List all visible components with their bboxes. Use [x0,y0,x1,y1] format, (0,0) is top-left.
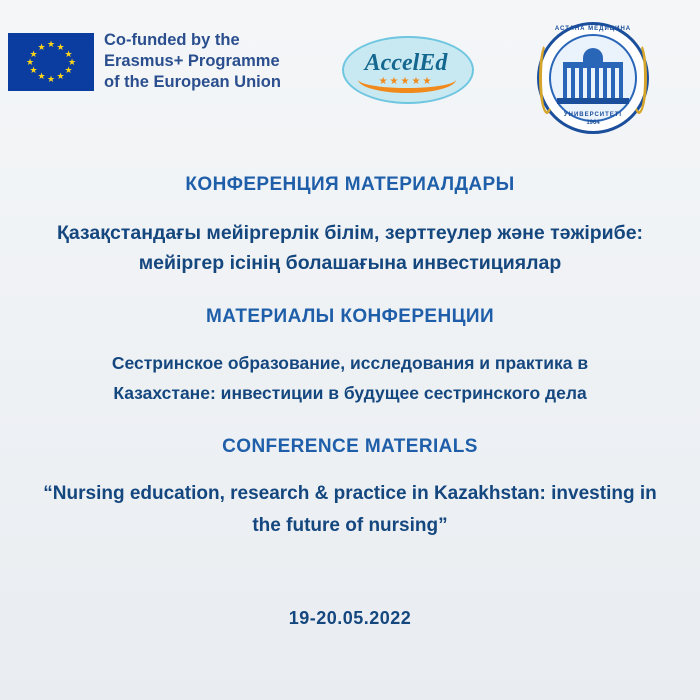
seal-bottom-text: УНИВЕРСИТЕТІ [563,112,623,118]
eu-flag-icon: ★ ★ ★ ★ ★ ★ ★ ★ ★ ★ ★ ★ [8,33,94,91]
russian-title [18,348,682,408]
logo-strip [0,0,700,140]
seal-dome-icon [583,48,603,64]
eu-logo-text-line3: of the European Union [104,73,281,91]
seal-wreath-left-icon [539,42,555,114]
english-title-line2: the future of nursing” [252,515,448,536]
russian-heading: МАТЕРИАЛЫ КОНФЕРЕНЦИИ [205,306,495,327]
eu-logo-text-line1: Co-funded by the [104,31,240,49]
acceled-wordmark: AccelEd [364,50,448,76]
seal-columns-icon [567,68,619,98]
kazakh-title [18,218,682,278]
document-content [0,174,700,629]
seal-wreath-right-icon [631,42,647,114]
seal-steps-icon [557,98,629,104]
university-seal [531,20,655,136]
conference-date: 19-20.05.2022 [288,608,412,628]
english-title [18,478,682,542]
kazakh-title-line1: Қазақстандағы мейіргерлік білім, зерттеулер және тәжірибе: [56,222,644,244]
kazakh-title-line2: мейіргер ісінің болашағына инвестициялар [138,252,562,274]
seal-year: 1964 [586,120,600,126]
acceled-stars-icon: ★★★★★ [378,76,434,87]
english-heading: CONFERENCE MATERIALS [222,436,478,457]
acceled-logo [342,36,470,100]
kazakh-heading: КОНФЕРЕНЦИЯ МАТЕРИАЛДАРЫ [185,174,515,195]
russian-title-line2: Казахстане: инвестиции в будущее сестринского дела [113,383,587,403]
english-title-line1: “Nursing education, research & practice in Kazakhstan: investing in [43,483,657,504]
eu-logo-text [104,30,281,93]
seal-top-text: АСТАНА МЕДИЦИНА [554,26,632,32]
eu-logo [8,30,281,93]
eu-logo-text-line2: Erasmus+ Programme [104,52,280,70]
russian-title-line1: Сестринское образование, исследования и практика в [111,353,589,373]
